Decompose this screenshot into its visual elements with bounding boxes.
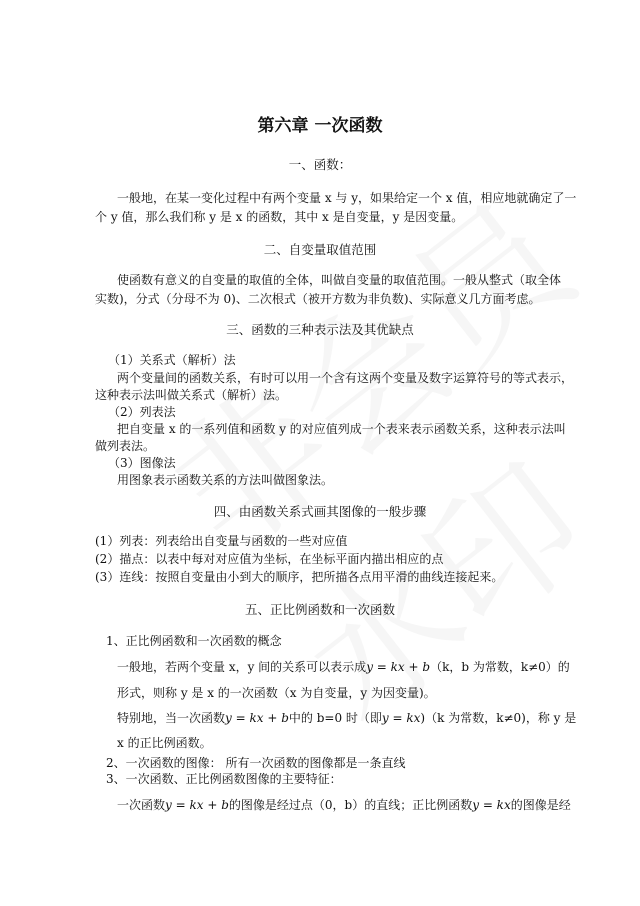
method-1-line-1: 两个变量间的函数关系，有时可以用一个含有这两个变量及数字运算符号的等式表示， <box>117 371 574 385</box>
special-case-tail: )（k 为常数，k≠0)，称 y 是 <box>420 711 577 725</box>
subsection-1-title: 1、正比例函数和一次函数的概念 <box>106 634 282 648</box>
section-1-paragraph-line-1: 一般地，在某一变化过程中有两个变量 x 与 y，如果给定一个 x 值，相应地就确定了一 <box>117 191 577 205</box>
section-5-heading: 五、正比例函数和一次函数 <box>244 602 395 617</box>
features-tail: 的图像是经 <box>510 798 571 812</box>
subsection-2-title: 2、一次函数的图像： 所有一次函数的图像都是一条直线 <box>106 756 406 770</box>
method-1-title: （1）关系式（解析）法 <box>108 353 236 367</box>
method-3-line-1: 用图象表示函数关系的方法叫做图象法。 <box>117 473 334 487</box>
step-2: (2）描点：以表中每对对应值为坐标，在坐标平面内描出相应的点 <box>95 552 444 566</box>
features-text: 一次函数 <box>117 798 166 812</box>
definition-line-2: 形式，则称 y 是 x 的一次函数（x 为自变量，y 为因变量)。 <box>117 686 436 700</box>
features-mid: 的图像是经过点（0，b）的直线；正比例函数 <box>228 798 473 812</box>
definition-line-1 <box>117 659 570 675</box>
special-case-line <box>117 710 576 726</box>
formula-proportional-2: y = kx <box>472 798 511 812</box>
section-1-paragraph-line-2: 个 y 值，那么我们称 y 是 x 的函数，其中 x 是自变量，y 是因变量。 <box>95 210 464 224</box>
formula-linear-3: y = kx + b <box>165 798 229 812</box>
formula-linear: y = kx + b <box>366 660 431 674</box>
subsection-3-title: 3、一次函数、正比例函数图像的主要特征： <box>106 772 342 786</box>
section-4-heading: 四、由函数关系式画其图像的一般步骤 <box>213 504 427 519</box>
special-case-text: 特别地，当一次函数 <box>117 711 226 725</box>
features-line <box>117 797 571 813</box>
method-3-title: （3）图像法 <box>108 456 176 470</box>
section-2-paragraph-line-2: 实数)，分式（分母不为 0)、二次根式（被开方数为非负数)、实际意义几方面考虑。 <box>95 292 541 306</box>
chapter-title: 第六章 一次函数 <box>257 116 383 136</box>
section-2-paragraph-line-1: 使函数有意义的自变量的取值的全体，叫做自变量的取值范围。一般从整式（取全体 <box>117 273 562 287</box>
definition-line-1-text: 一般地，若两个变量 x，y 间的关系可以表示成 <box>117 660 367 674</box>
special-case-mid: 中的 b=0 时（即 <box>288 711 382 725</box>
section-1-heading: 一、函数： <box>288 157 352 172</box>
section-3-heading: 三、函数的三种表示法及其优缺点 <box>226 322 414 337</box>
special-case-line-2: x 的正比例函数。 <box>117 736 212 750</box>
method-2-line-2: 做列表法。 <box>95 439 156 453</box>
section-2-heading: 二、自变量取值范围 <box>263 242 377 257</box>
method-2-title: （2）列表法 <box>108 405 176 419</box>
step-3: (3）连线：按照自变量由小到大的顺序，把所描各点用平滑的曲线连接起来。 <box>95 570 504 584</box>
definition-line-1-tail: （k，b 为常数，k≠0）的 <box>430 660 570 674</box>
formula-proportional: y = kx <box>381 711 421 725</box>
formula-linear-2: y = kx + b <box>225 711 289 725</box>
method-2-line-1: 把自变量 x 的一系列值和函数 y 的对应值列成一个表来表示函数关系，这种表示法叫 <box>117 422 566 436</box>
method-1-line-2: 这种表示法叫做关系式（解析）法。 <box>95 388 288 402</box>
step-1: (1）列表：列表给出自变量与函数的一些对应值 <box>95 534 348 548</box>
